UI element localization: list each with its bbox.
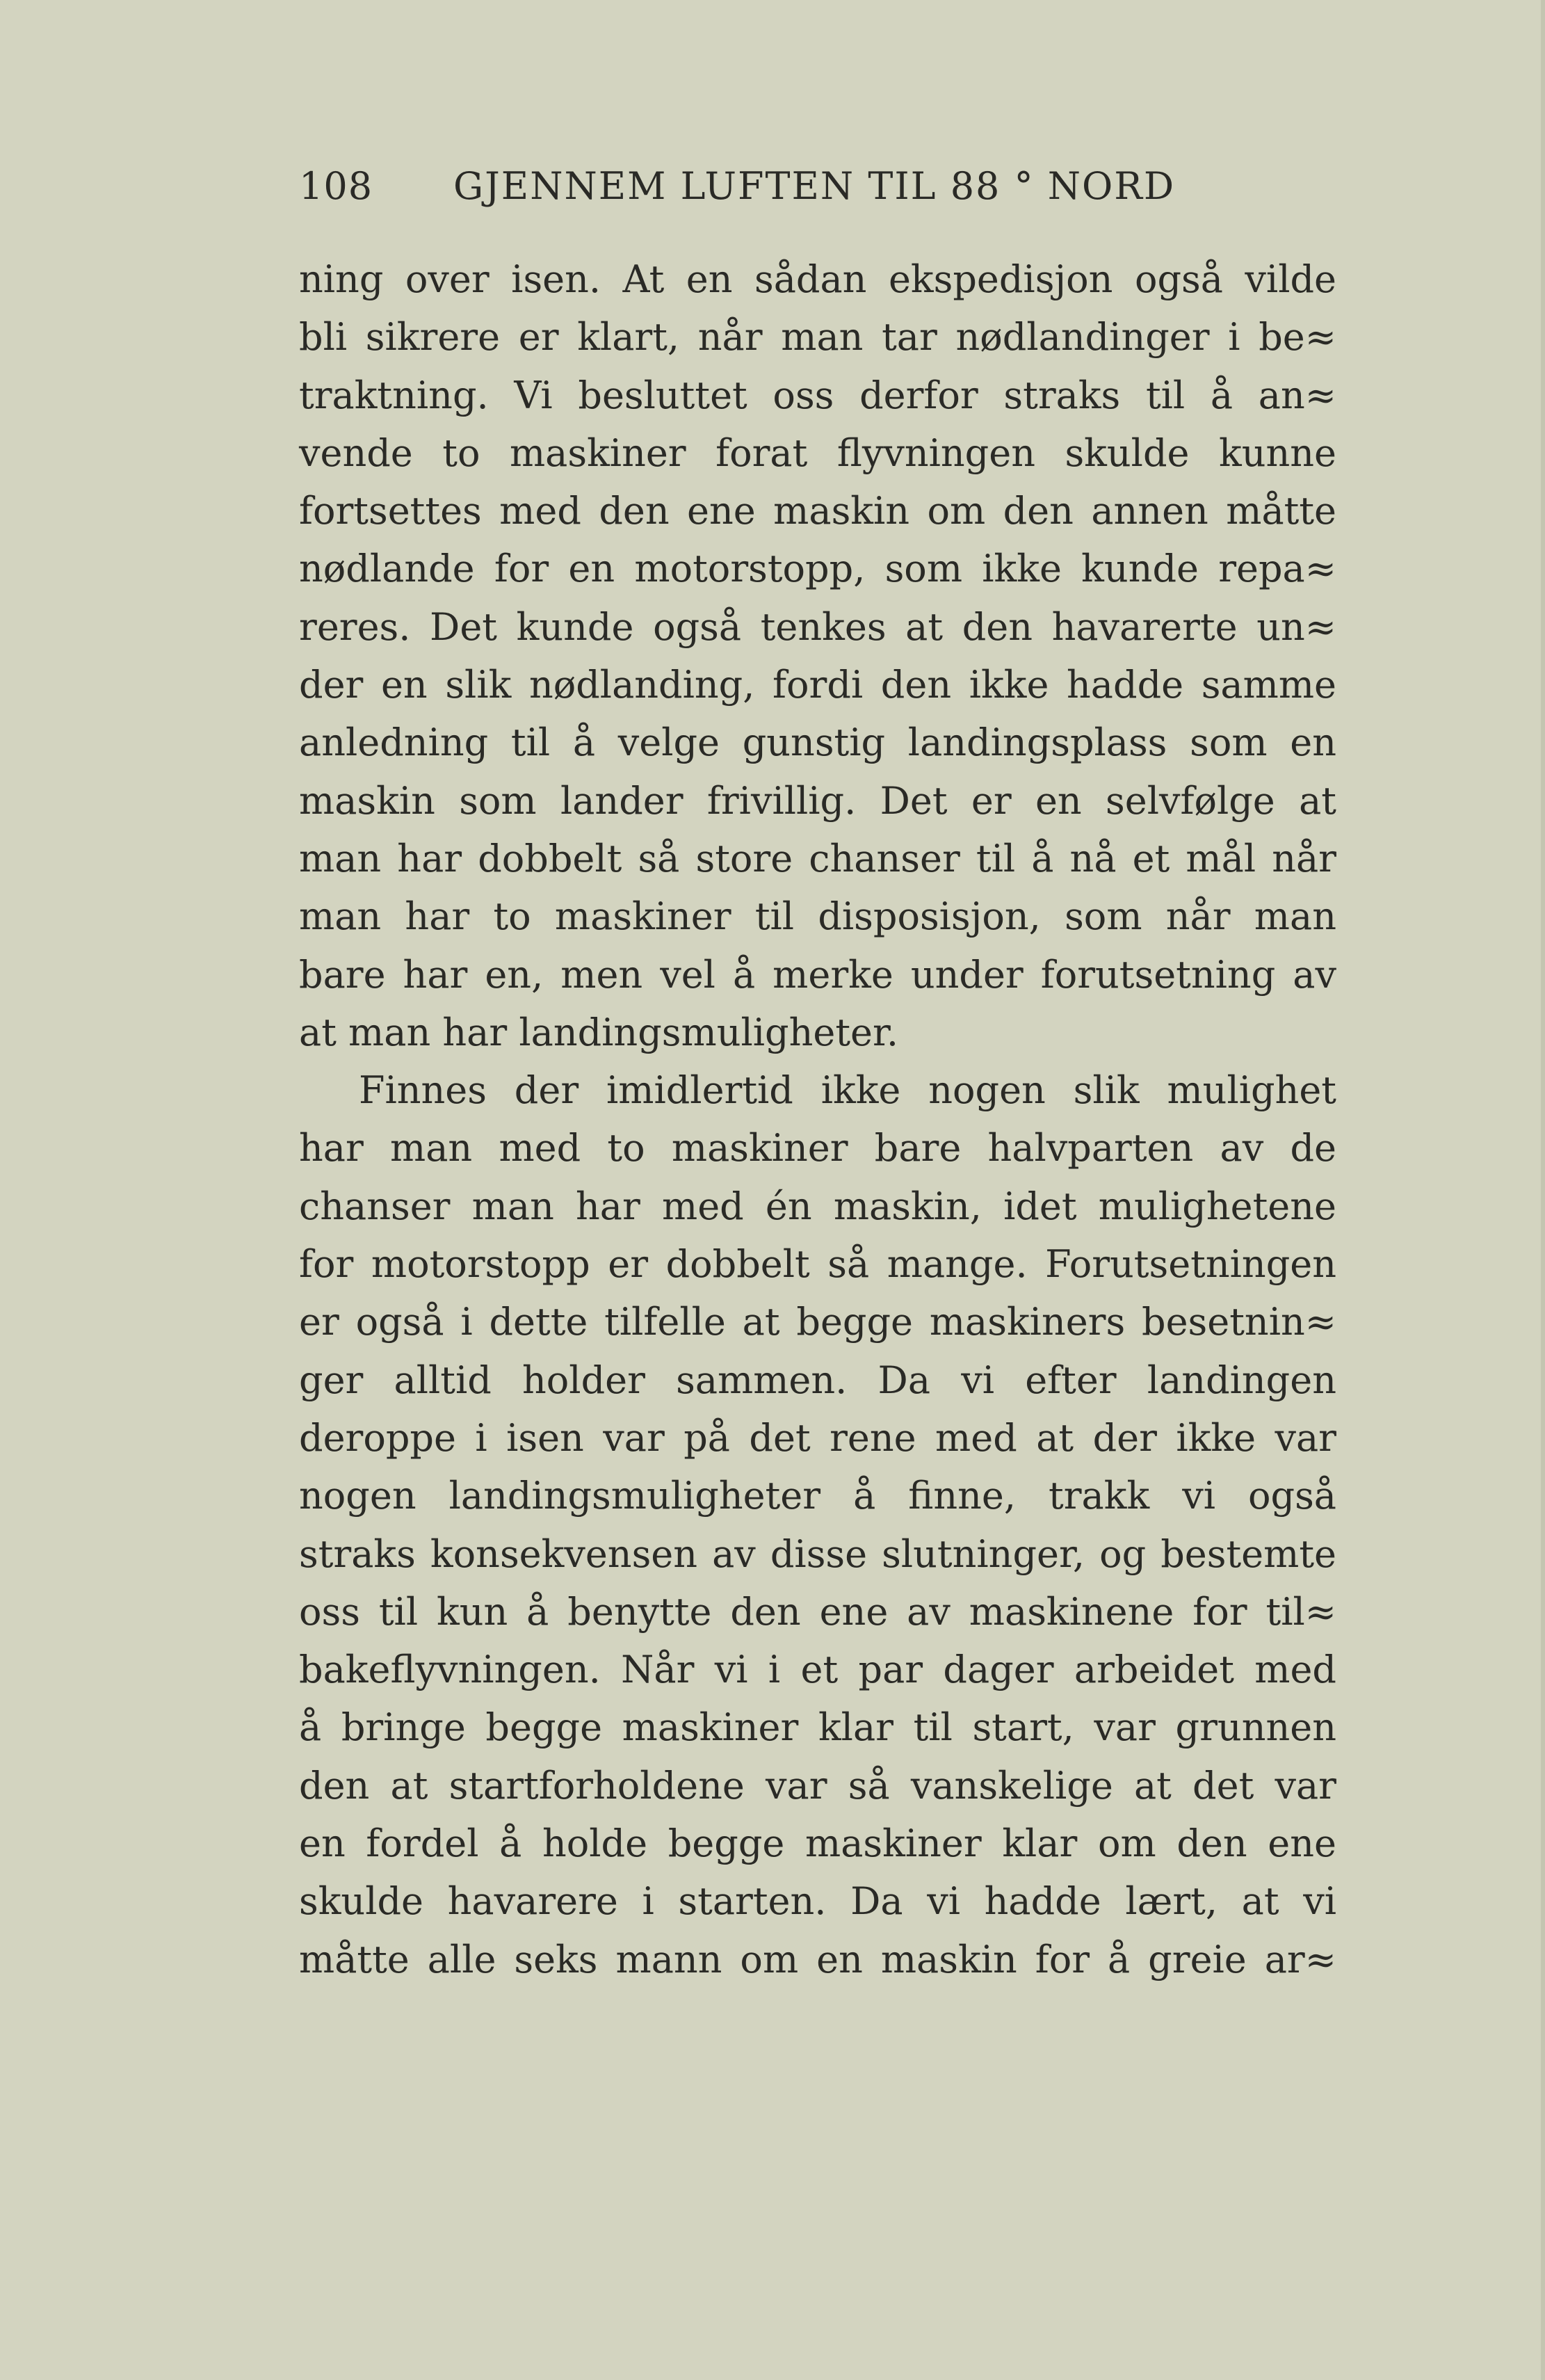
text-line: vende to maskiner forat flyvningen skulde kunne — [299, 431, 1336, 475]
text-line: der en slik nødlanding, fordi den ikke hadde samme — [299, 663, 1336, 707]
text-line: straks konsekvensen av disse slutninger, og bestemte — [299, 1531, 1336, 1576]
text-line: deroppe i isen var på det rene med at der ikke var — [299, 1415, 1336, 1460]
text-line: nogen landingsmuligheter å finne, trakk vi også — [299, 1474, 1336, 1518]
body-text — [299, 250, 1336, 1988]
text-line: måtte alle seks mann om en maskin for å greie ar≈ — [299, 1937, 1336, 1981]
text-line: har man med to maskiner bare halvparten av de — [299, 1126, 1336, 1171]
text-line: er også i dette tilfelle at begge maskiners besetnin≈ — [299, 1300, 1336, 1344]
page-header — [299, 164, 1272, 220]
text-line: ger alltid holder sammen. Da vi efter landingen — [299, 1358, 1336, 1402]
page-edge — [1541, 0, 1545, 2380]
text-line: man har dobbelt så store chanser til å nå et mål når — [299, 836, 1336, 881]
text-line: bli sikrere er klart, når man tar nødlandinger i be≈ — [299, 315, 1336, 360]
text-line: å bringe begge maskiner klar til start, var grunnen — [299, 1705, 1336, 1750]
text-line: traktning. Vi besluttet oss derfor straks til å an≈ — [299, 373, 1336, 417]
running-title: GJENNEM LUFTEN TIL 88 ° NORD — [453, 164, 1176, 208]
text-line: den at startforholdene var så vanskelige at det var — [299, 1763, 1336, 1808]
text-line: ning over isen. At en sådan ekspedisjon også vilde — [299, 257, 1336, 301]
text-line: Finnes der imidlertid ikke nogen slik mulighet — [359, 1068, 1336, 1113]
text-line: oss til kun å benytte den ene av maskinene for til≈ — [299, 1589, 1336, 1634]
page-number: 108 — [299, 164, 373, 208]
text-line: chanser man har med én maskin, idet mulighetene — [299, 1184, 1336, 1228]
text-line: reres. Det kunde også tenkes at den havarerte un≈ — [299, 604, 1336, 649]
text-line: skulde havarere i starten. Da vi hadde lært, at vi — [299, 1879, 1336, 1924]
text-line: for motorstopp er dobbelt så mange. Forutsetningen — [299, 1242, 1336, 1287]
text-line: en fordel å holde begge maskiner klar om den ene — [299, 1822, 1336, 1866]
text-line: bakeflyvningen. Når vi i et par dager arbeidet med — [299, 1648, 1336, 1692]
text-line: nødlande for en motorstopp, som ikke kunde repa≈ — [299, 547, 1336, 591]
text-line: maskin som lander frivillig. Det er en selvfølge at — [299, 778, 1336, 823]
text-line: anledning til å velge gunstig landingsplass som en — [299, 721, 1336, 765]
text-line: at man har landingsmuligheter. — [299, 1010, 899, 1054]
text-line: fortsettes med den ene maskin om den annen måtte — [299, 489, 1336, 533]
text-line: bare har en, men vel å merke under forutsetning av — [299, 952, 1336, 997]
text-line: man har to maskiner til disposisjon, som når man — [299, 894, 1336, 939]
